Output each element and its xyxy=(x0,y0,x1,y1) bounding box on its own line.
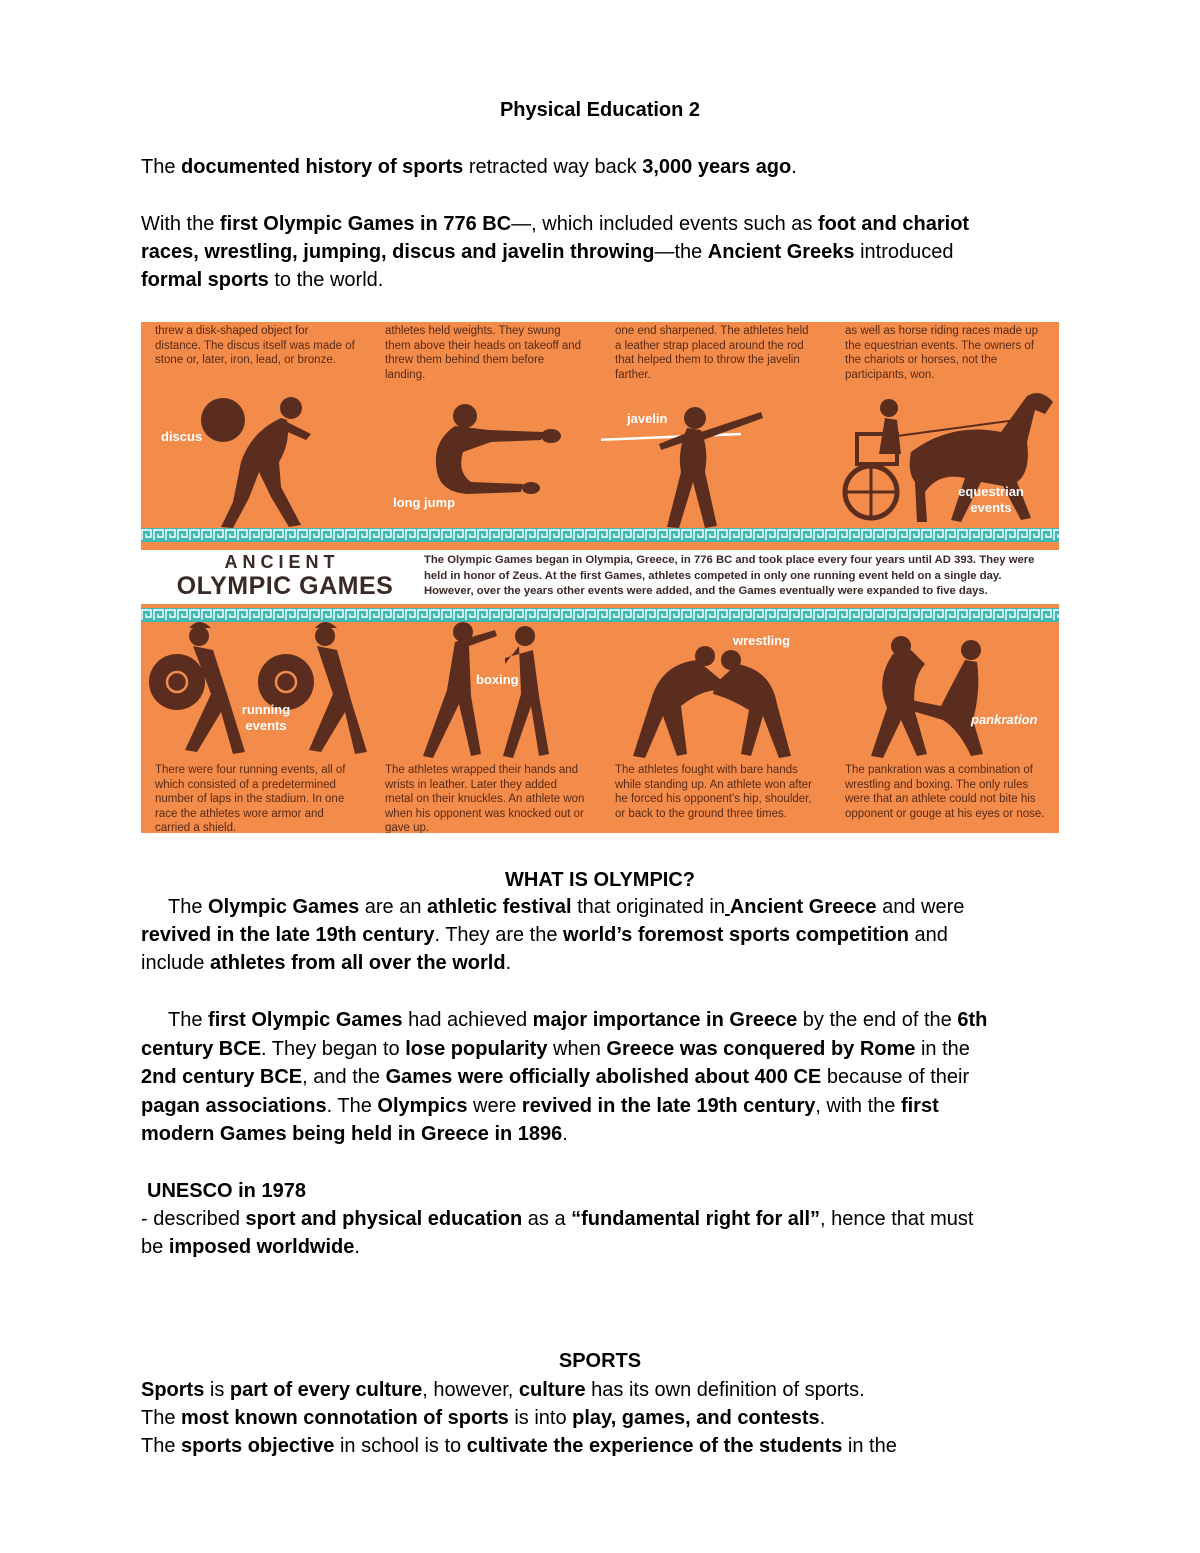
paragraph-first-games-line-2: races, wrestling, jumping, discus and javelin throwing—the Ancient Greeks introduced xyxy=(141,241,954,263)
caption-pankration: The pankration was a combination of wrestling and boxing. The only rules were that an athlete could not bite his opponent or gouge at his eyes or nose. xyxy=(845,764,1045,820)
caption-long-jump: athletes held weights. They swung them above their heads on takeoff and threw them behind them before landing. xyxy=(385,325,582,381)
label-long-jump: long jump xyxy=(393,495,456,510)
paragraph-sports-line-2: The most known connotation of sports is into play, games, and contests. xyxy=(141,1407,826,1429)
label-equestrian: equestrian events xyxy=(958,484,1024,515)
heading-what-is-olympic: WHAT IS OLYMPIC? xyxy=(505,869,695,891)
ancient-olympic-games-infographic xyxy=(141,322,1059,833)
caption-javelin: one end sharpened. The athletes held a leather strap placed around the rod that helped them to throw the javelin farther. xyxy=(615,325,809,381)
paragraph-unesco-line-1: - described sport and physical education as a “fundamental right for all”, hence that must xyxy=(141,1208,974,1230)
infographic-title-ancient: ANCIENT xyxy=(224,552,340,572)
panel-equestrian xyxy=(831,322,1059,535)
panel-long-jump xyxy=(371,322,600,535)
panel-running xyxy=(141,620,370,833)
infographic-intro-text: The Olympic Games began in Olympia, Greece, in 776 BC and took place every four years until AD 393. They were held in honor of Zeus. At the first Games, athletes competed in only one running event held on a single day. However, over the years other events were added, and the Games eventually were expanded to five days. xyxy=(424,554,1035,597)
paragraph-intro: The documented history of sports retracted way back 3,000 years ago. xyxy=(141,156,797,178)
caption-wrestling: The athletes fought with bare hands while standing up. An athlete won after he forced his opponent's hip, shoulder, or back to the ground three times. xyxy=(615,764,812,820)
paragraph-olympic-line-1: The Olympic Games are an athletic festival that originated in Ancient Greece and were xyxy=(168,896,965,918)
panel-boxing xyxy=(371,620,600,833)
page-title: Physical Education 2 xyxy=(499,99,701,121)
label-running: running events xyxy=(241,702,291,733)
infographic-title-olympic-games: OLYMPIC GAMES xyxy=(176,572,394,600)
paragraph-first-games-line-3: formal sports to the world. xyxy=(141,269,384,291)
paragraph-sports-line-1: Sports is part of every culture, however, culture has its own definition of sports. xyxy=(141,1379,865,1401)
paragraph-olympic-line-3: include athletes from all over the world. xyxy=(141,952,512,974)
label-javelin: javelin xyxy=(627,411,668,426)
paragraph-history-line-3: 2nd century BCE, and the Games were officially abolished about 400 CE because of their xyxy=(141,1066,970,1088)
paragraph-history-line-5: modern Games being held in Greece in 1896. xyxy=(141,1123,568,1145)
caption-equestrian: as well as horse riding races made up the equestrian events. The owners of the chariots or horses, not the participants, won. xyxy=(845,325,1039,381)
panel-pankration xyxy=(831,620,1059,833)
paragraph-first-games-line-1: With the first Olympic Games in 776 BC—, which included events such as foot and chariot xyxy=(141,213,970,235)
meander-band-top xyxy=(141,528,1059,542)
panel-discus xyxy=(141,322,370,535)
paragraph-history-line-2: century BCE. They began to lose popularity when Greece was conquered by Rome in the xyxy=(141,1038,970,1060)
paragraph-olympic-line-2: revived in the late 19th century. They are the world’s foremost sports competition and xyxy=(141,924,948,946)
paragraph-history-line-4: pagan associations. The Olympics were revived in the late 19th century, with the first xyxy=(141,1095,939,1117)
caption-running: There were four running events, all of which consisted of a predetermined number of laps in the stadium. In one race the athletes wore armor and carried a shield. xyxy=(155,764,346,833)
label-wrestling: wrestling xyxy=(733,633,791,648)
heading-sports: SPORTS xyxy=(558,1350,642,1372)
caption-boxing: The athletes wrapped their hands and wrists in leather. Later they added metal on their knuckles. An athlete won when his opponent was knocked out or gave up. xyxy=(385,764,585,833)
label-boxing: boxing xyxy=(476,672,519,687)
panel-wrestling xyxy=(601,620,830,833)
paragraph-unesco-line-2: be imposed worldwide. xyxy=(141,1236,360,1258)
title-band xyxy=(141,550,1059,604)
javelin-thrower-figure xyxy=(601,322,830,535)
label-pankration: pankration xyxy=(971,712,1038,727)
label-discus: discus xyxy=(161,429,203,444)
caption-discus: threw a disk-shaped object for distance. The discus itself was made of stone or, later, iron, lead, or bronze. xyxy=(155,325,355,366)
paragraph-sports-line-3: The sports objective in school is to cultivate the experience of the students in the xyxy=(141,1435,897,1457)
heading-unesco: UNESCO in 1978 xyxy=(147,1180,306,1202)
paragraph-history-line-1: The first Olympic Games had achieved major importance in Greece by the end of the 6th xyxy=(168,1009,988,1031)
panel-javelin xyxy=(601,322,830,535)
